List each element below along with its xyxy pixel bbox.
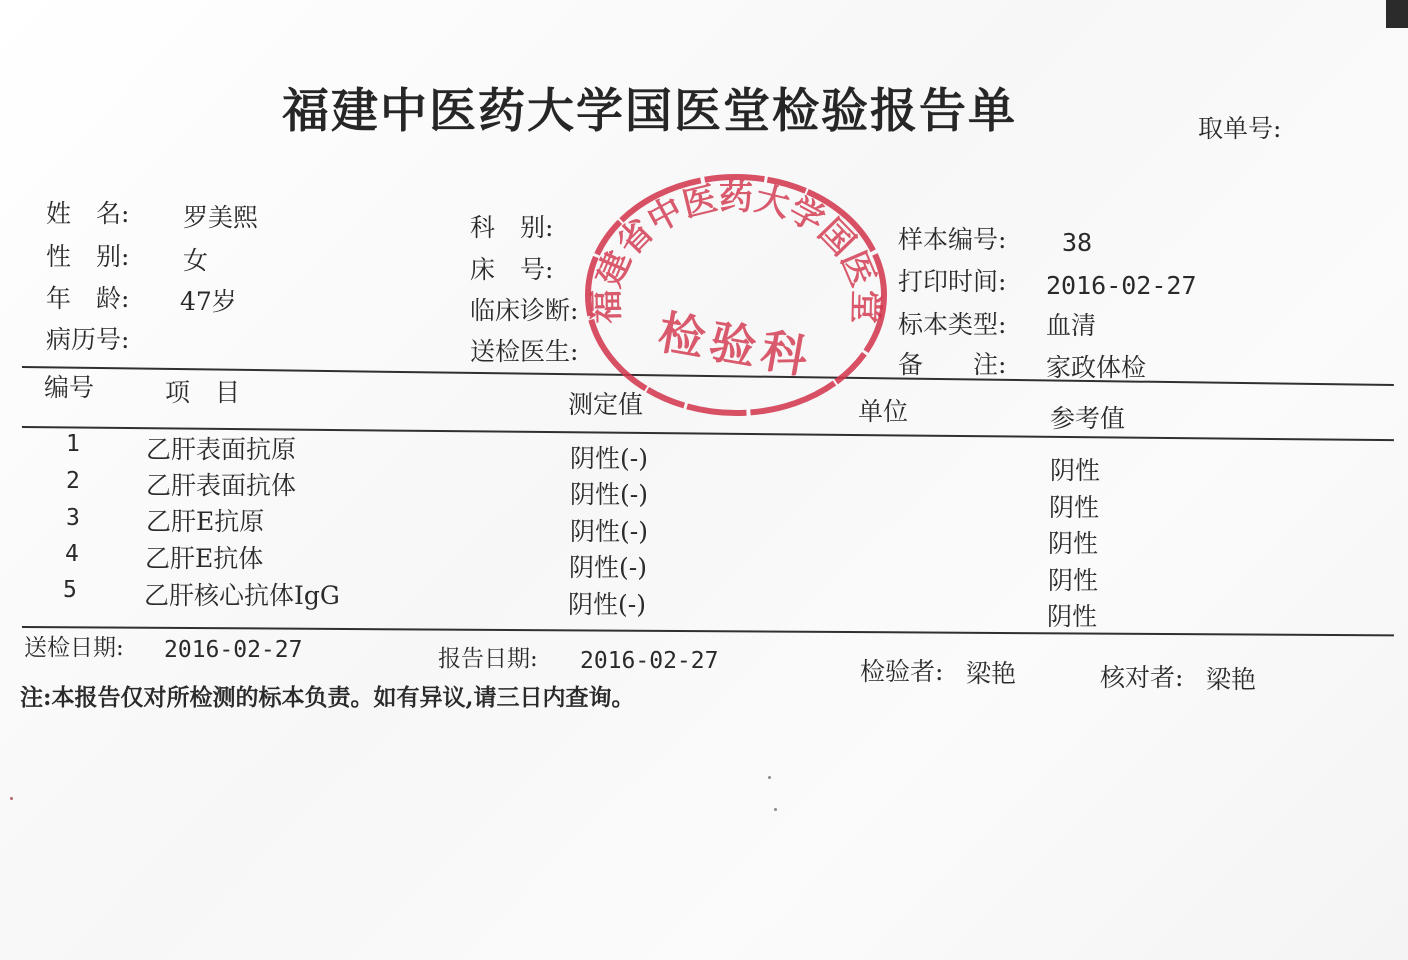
report-title: 福建中医药大学国医堂检验报告单 [282,84,1017,139]
remark: 家政体检 [1046,353,1147,382]
row-number: 4 [65,541,79,567]
remark-label: 备 注: [898,350,1007,379]
row-value: 阴性(-) [568,590,646,619]
row-number: 1 [66,431,80,457]
checker-label: 核对者: [1100,663,1184,692]
sample-number-label: 样本编号: [898,225,1007,254]
paper-speck [774,808,777,811]
paper-speck [10,797,13,800]
row-reference: 阴性 [1048,529,1099,558]
row-reference: 阴性 [1049,493,1100,522]
header-number: 编号 [44,373,95,402]
print-time: 2016-02-27 [1046,271,1197,300]
disclaimer-note: 注:本报告仅对所检测的标本负责。如有异议,请三日内查询。 [20,684,635,711]
header-reference: 参考值 [1050,404,1126,433]
seal-center-text: 检验科 [654,304,818,386]
diagnosis-label: 临床诊断: [470,296,579,325]
tester-label: 检验者: [860,657,944,686]
row-number: 5 [63,577,77,603]
sample-number: 38 [1062,228,1093,257]
department-label: 科 别: [470,213,554,242]
row-value: 阴性(-) [569,553,647,582]
row-item: 乙肝表面抗原 [146,435,297,464]
scan-corner [1386,0,1408,28]
table-bottom-rule [22,626,1394,636]
row-value: 阴性(-) [570,480,648,509]
header-value: 测定值 [568,390,644,419]
tester-name: 梁艳 [966,659,1017,688]
paper-speck [768,776,771,779]
report-date: 2016-02-27 [580,648,719,674]
record-number-label: 病历号: [46,325,130,354]
official-seal [580,165,892,425]
row-item: 乙肝核心抗体IgG [144,581,340,610]
header-unit: 单位 [858,397,909,426]
bed-label: 床 号: [470,255,554,284]
row-number: 2 [66,468,80,494]
sample-type: 血清 [1046,311,1097,340]
age-label: 年 龄: [46,284,130,313]
row-number: 3 [66,505,80,531]
row-item: 乙肝E抗体 [145,544,264,573]
name-label: 姓 名: [46,199,130,228]
send-date: 2016-02-27 [164,637,303,663]
row-value: 阴性(-) [570,444,648,473]
row-value: 阴性(-) [570,517,648,546]
row-reference: 阴性 [1050,456,1101,485]
receipt-number-label: 取单号: [1198,114,1282,143]
seal-outer-text: 福建省中医药大学国医堂 [586,177,886,325]
send-date-label: 送检日期: [24,635,124,661]
row-reference: 阴性 [1048,566,1099,595]
row-item: 乙肝E抗原 [146,507,265,536]
row-item: 乙肝表面抗体 [146,471,297,500]
patient-age: 47岁 [180,287,237,316]
print-time-label: 打印时间: [898,267,1007,296]
patient-sex: 女 [183,246,209,275]
sex-label: 性 别: [46,242,130,271]
sample-type-label: 标本类型: [898,310,1007,339]
report-date-label: 报告日期: [438,646,538,672]
row-reference: 阴性 [1047,602,1098,631]
checker-name: 梁艳 [1206,665,1257,694]
doctor-label: 送检医生: [470,337,579,366]
svg-text:福建省中医药大学国医堂 [587,178,886,324]
header-item: 项 目 [165,378,241,407]
patient-name: 罗美熙 [183,203,259,232]
